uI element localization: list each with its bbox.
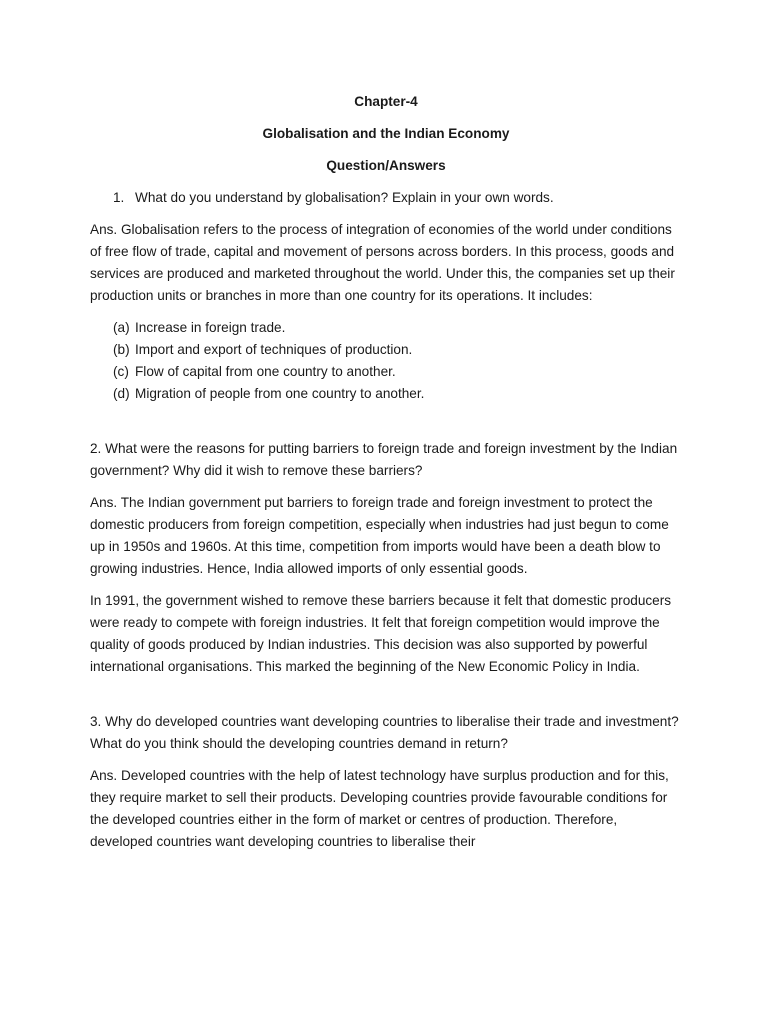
list-item [113,339,682,361]
question-1 [90,187,682,209]
list-item-text: Flow of capital from one country to another. [135,364,396,379]
list-item-label: (c) [113,364,129,379]
list-item [113,361,682,383]
answer-2-paragraph-2: In 1991, the government wished to remove these barriers because it felt that domestic producers were ready to compete with foreign industries. It felt that foreign competition would improve the quality of goods produced by Indian industries. This decision was also supported by powerful international organisations. This marked the beginning of the New Economic Policy in India. [90,593,672,674]
list-item [113,383,682,405]
list-item-text: Migration of people from one country to another. [135,386,425,401]
answer-1-list [90,317,682,405]
document-page [90,91,682,863]
answer-2-paragraph-1: Ans. The Indian government put barriers to foreign trade and foreign investment to protect the domestic producers from foreign competition, especially when industries had just begun to come up in 1950s and 1960s. At this time, competition from imports would have been a death blow to growing industries. Hence, India allowed imports of only essential goods. [90,495,669,576]
list-item-label: (a) [113,320,130,335]
question-3: 3. Why do developed countries want developing countries to liberalise their trade and investment? What do you think should the developing countries demand in return? [90,714,679,751]
answer-1: Ans. Globalisation refers to the process of integration of economies of the world under conditions of free flow of trade, capital and movement of persons across borders. In this process, goods and services are produced and marketed throughout the world. Under this, the companies set up their production units or branches in more than one country for its operations. It includes: [90,222,675,303]
document-title: Globalisation and the Indian Economy [262,126,510,141]
chapter-heading: Chapter-4 [354,94,418,109]
list-item-label: (b) [113,342,130,357]
question-text: What do you understand by globalisation? Explain in your own words. [135,190,554,205]
question-2: 2. What were the reasons for putting barriers to foreign trade and foreign investment by the Indian government? Why did it wish to remove these barriers? [90,441,678,478]
list-item-label: (d) [113,386,130,401]
spacer [90,688,682,711]
answer-3: Ans. Developed countries with the help of latest technology have surplus production and for this, they require market to sell their products. Developing countries provide favourable conditions for the developed countries either in the form of market or centres of production. Therefore, developed countries want developing countries to liberalise their [90,768,669,849]
list-item-text: Increase in foreign trade. [135,320,286,335]
list-item [113,317,682,339]
spacer [90,405,682,438]
document-subtitle: Question/Answers [326,158,446,173]
list-item-text: Import and export of techniques of production. [135,342,413,357]
question-number: 1. [113,190,125,205]
